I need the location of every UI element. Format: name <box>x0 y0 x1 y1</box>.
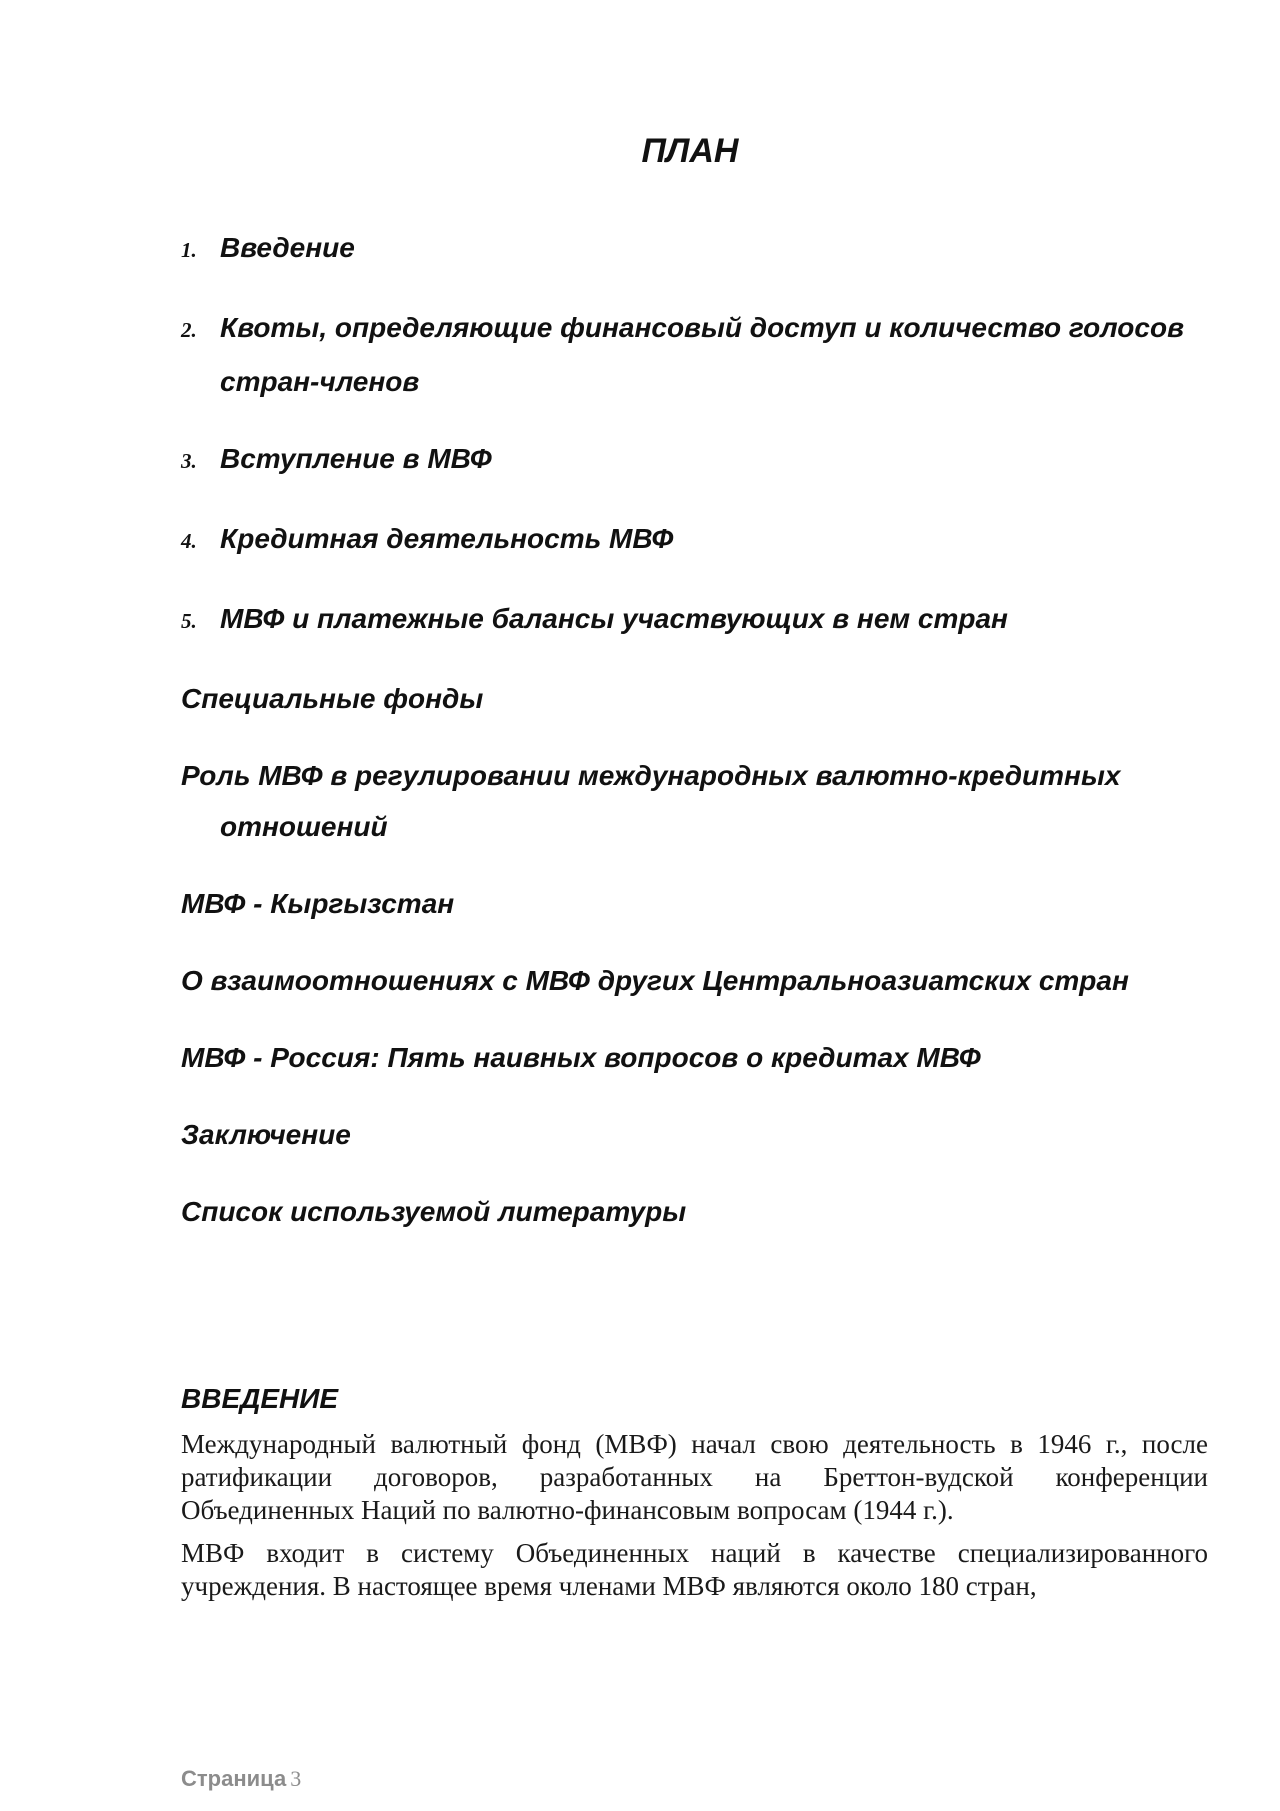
toc-item <box>181 433 1211 487</box>
toc-item-number: 1. <box>181 238 197 262</box>
toc-item <box>181 878 1211 929</box>
introduction-body <box>181 1428 1208 1613</box>
toc-item <box>181 955 1211 1006</box>
toc-item-label: МВФ и платежные балансы участвующих в нем стран <box>220 603 1008 634</box>
toc-item <box>181 1186 1211 1237</box>
toc-item-number: 4. <box>181 529 197 553</box>
toc-item-label: О взаимоотношениях с МВФ других Центральноазиатских стран <box>181 965 1129 996</box>
introduction-paragraph: МВФ входит в систему Объединенных наций в качестве специализированного учреждения. В настоящее время членами МВФ являются около 180 стран, <box>181 1538 1208 1601</box>
toc-item-label: МВФ - Россия: Пять наивных вопросов о кредитах МВФ <box>181 1042 981 1073</box>
toc-item <box>181 750 1211 852</box>
toc-item <box>181 222 1211 276</box>
toc-item-label: Кредитная деятельность МВФ <box>220 523 674 554</box>
toc-item-label: Список используемой литературы <box>181 1196 687 1227</box>
page-label: Страница <box>181 1766 287 1791</box>
toc-item <box>181 1032 1211 1083</box>
toc-item-label: Вступление в МВФ <box>220 443 492 474</box>
toc-item <box>181 302 1211 407</box>
toc-item <box>181 1109 1211 1160</box>
toc-item-number: 3. <box>181 449 197 473</box>
toc-item-number: 5. <box>181 609 197 633</box>
page-number: 3 <box>290 1766 302 1791</box>
toc-item-label: Роль МВФ в регулировании международных валютно-кредитных отношений <box>181 760 1121 842</box>
toc-item <box>181 593 1211 647</box>
toc-item-number: 2. <box>181 318 197 342</box>
introduction-paragraph: Международный валютный фонд (МВФ) начал свою деятельность в 1946 г., после ратификации договоров, разработанных на Бреттон-вудской конференции Объединенных Наций по валютно-финансовым вопросам (1944 г.). <box>181 1429 1208 1525</box>
toc-item <box>181 513 1211 567</box>
toc-item-label: Квоты, определяющие финансовый доступ и количество голосов стран-членов <box>220 312 1184 397</box>
toc-item <box>181 673 1211 724</box>
page-footer <box>181 1766 301 1792</box>
introduction-heading: ВВЕДЕНИЕ <box>181 1383 339 1414</box>
toc-item-label: Введение <box>220 232 355 263</box>
toc-item-label: Специальные фонды <box>181 683 484 714</box>
toc-item-label: МВФ - Кыргызстан <box>181 888 455 919</box>
toc-item-label: Заключение <box>181 1119 351 1150</box>
table-of-contents <box>181 222 1211 1263</box>
plan-title: ПЛАН <box>641 132 739 170</box>
